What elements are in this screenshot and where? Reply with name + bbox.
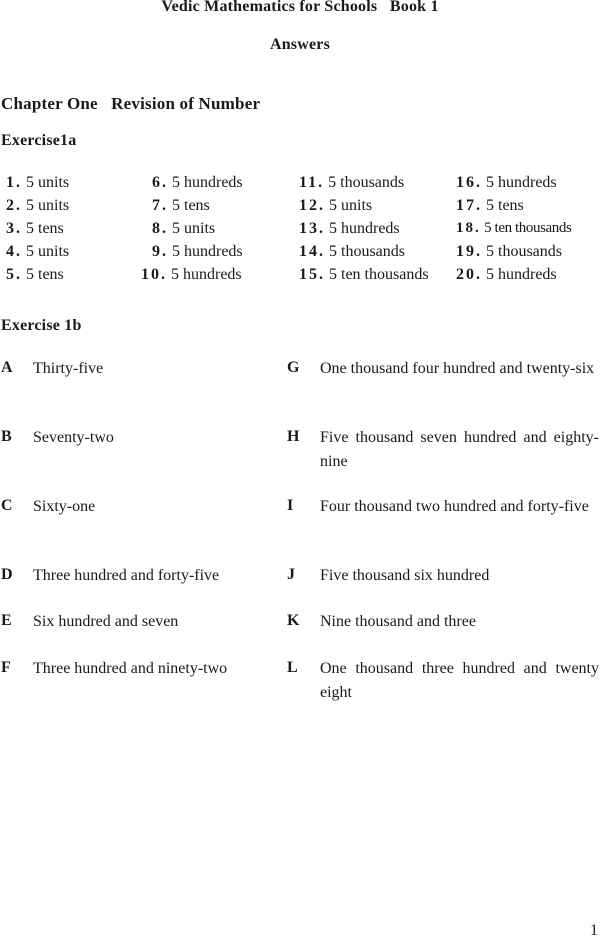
- list-item: 10. 5 hundreds: [141, 266, 242, 283]
- answer-text: One thousand three hundred and twenty eight: [320, 660, 599, 701]
- item-letter: B: [1, 428, 12, 445]
- list-item: 5. 5 tens: [6, 266, 64, 283]
- page-number: 1: [590, 922, 598, 939]
- list-item: 14. 5 thousands: [299, 243, 405, 260]
- list-item: 6. 5 hundreds: [152, 174, 243, 191]
- answer-text: Six hundred and seven: [33, 613, 179, 630]
- item-letter: K: [287, 612, 300, 629]
- item-letter: H: [287, 428, 300, 445]
- answer-text: Sixty-one: [33, 498, 96, 515]
- answer-text: Five thousand seven hundred and eighty-nine: [320, 429, 599, 470]
- list-item: 18. 5 ten thousands: [456, 220, 572, 236]
- exercise-1a-heading: Exercise1a: [1, 132, 77, 149]
- answer-text: Thirty-five: [33, 360, 104, 377]
- list-item: 16. 5 hundreds: [456, 174, 557, 191]
- answer-text: Three hundred and forty-five: [33, 567, 220, 584]
- item-letter: C: [1, 497, 13, 514]
- chapter-heading: Chapter One Revision of Number: [1, 94, 261, 113]
- item-letter: E: [1, 612, 12, 629]
- answer-text: Four thousand two hundred and forty-five: [320, 498, 589, 515]
- list-item: 1. 5 units: [6, 174, 70, 191]
- list-item: 11. 5 thousands: [299, 174, 405, 191]
- list-item: 12. 5 units: [299, 197, 373, 214]
- book-title: Vedic Mathematics for Schools Book 1: [161, 0, 439, 15]
- list-item: 20. 5 hundreds: [456, 266, 557, 283]
- list-item: 9. 5 hundreds: [152, 243, 243, 260]
- exercise-1b-heading: Exercise 1b: [1, 317, 82, 334]
- answer-text: Nine thousand and three: [320, 613, 476, 630]
- list-item: 2. 5 units: [6, 197, 70, 214]
- item-letter: G: [287, 359, 300, 376]
- item-letter: D: [1, 566, 13, 583]
- list-item: 4. 5 units: [6, 243, 70, 260]
- answers-title: Answers: [269, 36, 331, 53]
- list-item: 8. 5 units: [152, 220, 216, 237]
- item-letter: A: [1, 359, 13, 376]
- answer-text: Seventy-two: [33, 429, 114, 446]
- answer-text: Three hundred and ninety-two: [33, 660, 228, 677]
- list-item: 17. 5 tens: [456, 197, 524, 214]
- list-item: 19. 5 thousands: [456, 243, 562, 260]
- list-item: 7. 5 tens: [152, 197, 210, 214]
- list-item: 13. 5 hundreds: [299, 220, 400, 237]
- item-letter: L: [287, 659, 298, 676]
- list-item: 15. 5 ten thousands: [299, 266, 429, 283]
- answer-text: One thousand four hundred and twenty-six: [320, 360, 595, 377]
- list-item: 3. 5 tens: [6, 220, 64, 237]
- item-letter: J: [287, 566, 295, 583]
- item-letter: F: [1, 659, 11, 676]
- answer-text: Five thousand six hundred: [320, 567, 490, 584]
- item-letter: I: [287, 497, 294, 514]
